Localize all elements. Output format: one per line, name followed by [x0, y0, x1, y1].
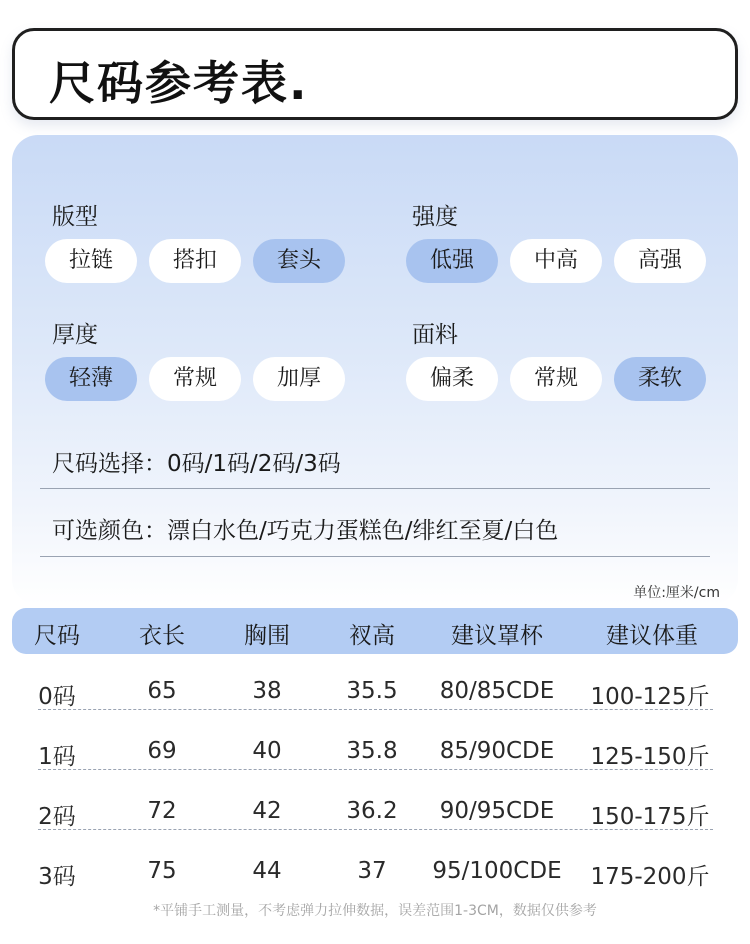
size-options-text: 尺码选择：0码/1码/2码/3码	[52, 451, 341, 477]
cell-length: 69	[147, 738, 177, 764]
row-divider	[38, 709, 713, 710]
chip-thickness-1: 常规	[149, 357, 241, 401]
chip-fabric-0: 偏柔	[406, 357, 498, 401]
chip-thickness-2: 加厚	[253, 357, 345, 401]
cell-cup: 90/95CDE	[439, 798, 555, 824]
header-cell: 建议罩杯	[451, 623, 543, 649]
chip-fabric-2-selected: 柔软	[614, 357, 706, 401]
cell-size: 1码	[38, 744, 76, 770]
attr-label-fabric: 面料	[412, 322, 458, 348]
table-row	[0, 664, 750, 724]
cell-weight: 175-200斤	[590, 864, 710, 890]
row-divider	[38, 769, 713, 770]
chip-fabric-1: 常规	[510, 357, 602, 401]
header-cell: 尺码	[34, 623, 80, 649]
table-row	[0, 724, 750, 784]
cell-bust: 38	[252, 678, 282, 704]
cell-cup: 85/90CDE	[439, 738, 555, 764]
cell-weight: 100-125斤	[590, 684, 710, 710]
chip-strength-1: 中高	[510, 239, 602, 283]
row-divider	[38, 829, 713, 830]
cell-slit: 35.5	[346, 678, 398, 704]
unit-note: 单位:厘米/cm	[633, 585, 720, 601]
chip-fit-1: 搭扣	[149, 239, 241, 283]
table-header	[12, 608, 738, 654]
header-cell: 建议体重	[606, 623, 698, 649]
footnote: *平铺手工测量，不考虑弹力拉伸数据，误差范围1-3CM，数据仅供参考	[153, 903, 597, 919]
chip-strength-2: 高强	[614, 239, 706, 283]
table-row	[0, 784, 750, 844]
title-box	[12, 28, 738, 120]
attr-label-strength: 强度	[412, 204, 458, 230]
page-title: 尺码参考表.	[49, 56, 309, 110]
attribute-panel	[12, 135, 738, 605]
chip-strength-0-selected: 低强	[406, 239, 498, 283]
divider	[40, 488, 710, 489]
cell-length: 75	[147, 858, 177, 884]
cell-cup: 95/100CDE	[432, 858, 562, 884]
attr-label-thickness: 厚度	[52, 322, 98, 348]
cell-length: 72	[147, 798, 177, 824]
cell-length: 65	[147, 678, 177, 704]
cell-size: 0码	[38, 684, 76, 710]
cell-size: 3码	[38, 864, 76, 890]
cell-slit: 37	[357, 858, 387, 884]
attr-label-fit: 版型	[52, 204, 98, 230]
cell-slit: 35.8	[346, 738, 398, 764]
table-row	[0, 844, 750, 904]
chip-thickness-0-selected: 轻薄	[45, 357, 137, 401]
cell-slit: 36.2	[346, 798, 398, 824]
cell-bust: 40	[252, 738, 282, 764]
header-cell: 衣长	[139, 623, 185, 649]
cell-bust: 42	[252, 798, 282, 824]
cell-weight: 125-150斤	[590, 744, 710, 770]
cell-cup: 80/85CDE	[439, 678, 555, 704]
divider	[40, 556, 710, 557]
chip-fit-0: 拉链	[45, 239, 137, 283]
cell-bust: 44	[252, 858, 282, 884]
cell-weight: 150-175斤	[590, 804, 710, 830]
header-cell: 胸围	[244, 623, 290, 649]
header-cell: 衩高	[349, 623, 395, 649]
color-options-text: 可选颜色：漂白水色/巧克力蛋糕色/绯红至夏/白色	[52, 518, 559, 544]
chip-fit-2-selected: 套头	[253, 239, 345, 283]
cell-size: 2码	[38, 804, 76, 830]
